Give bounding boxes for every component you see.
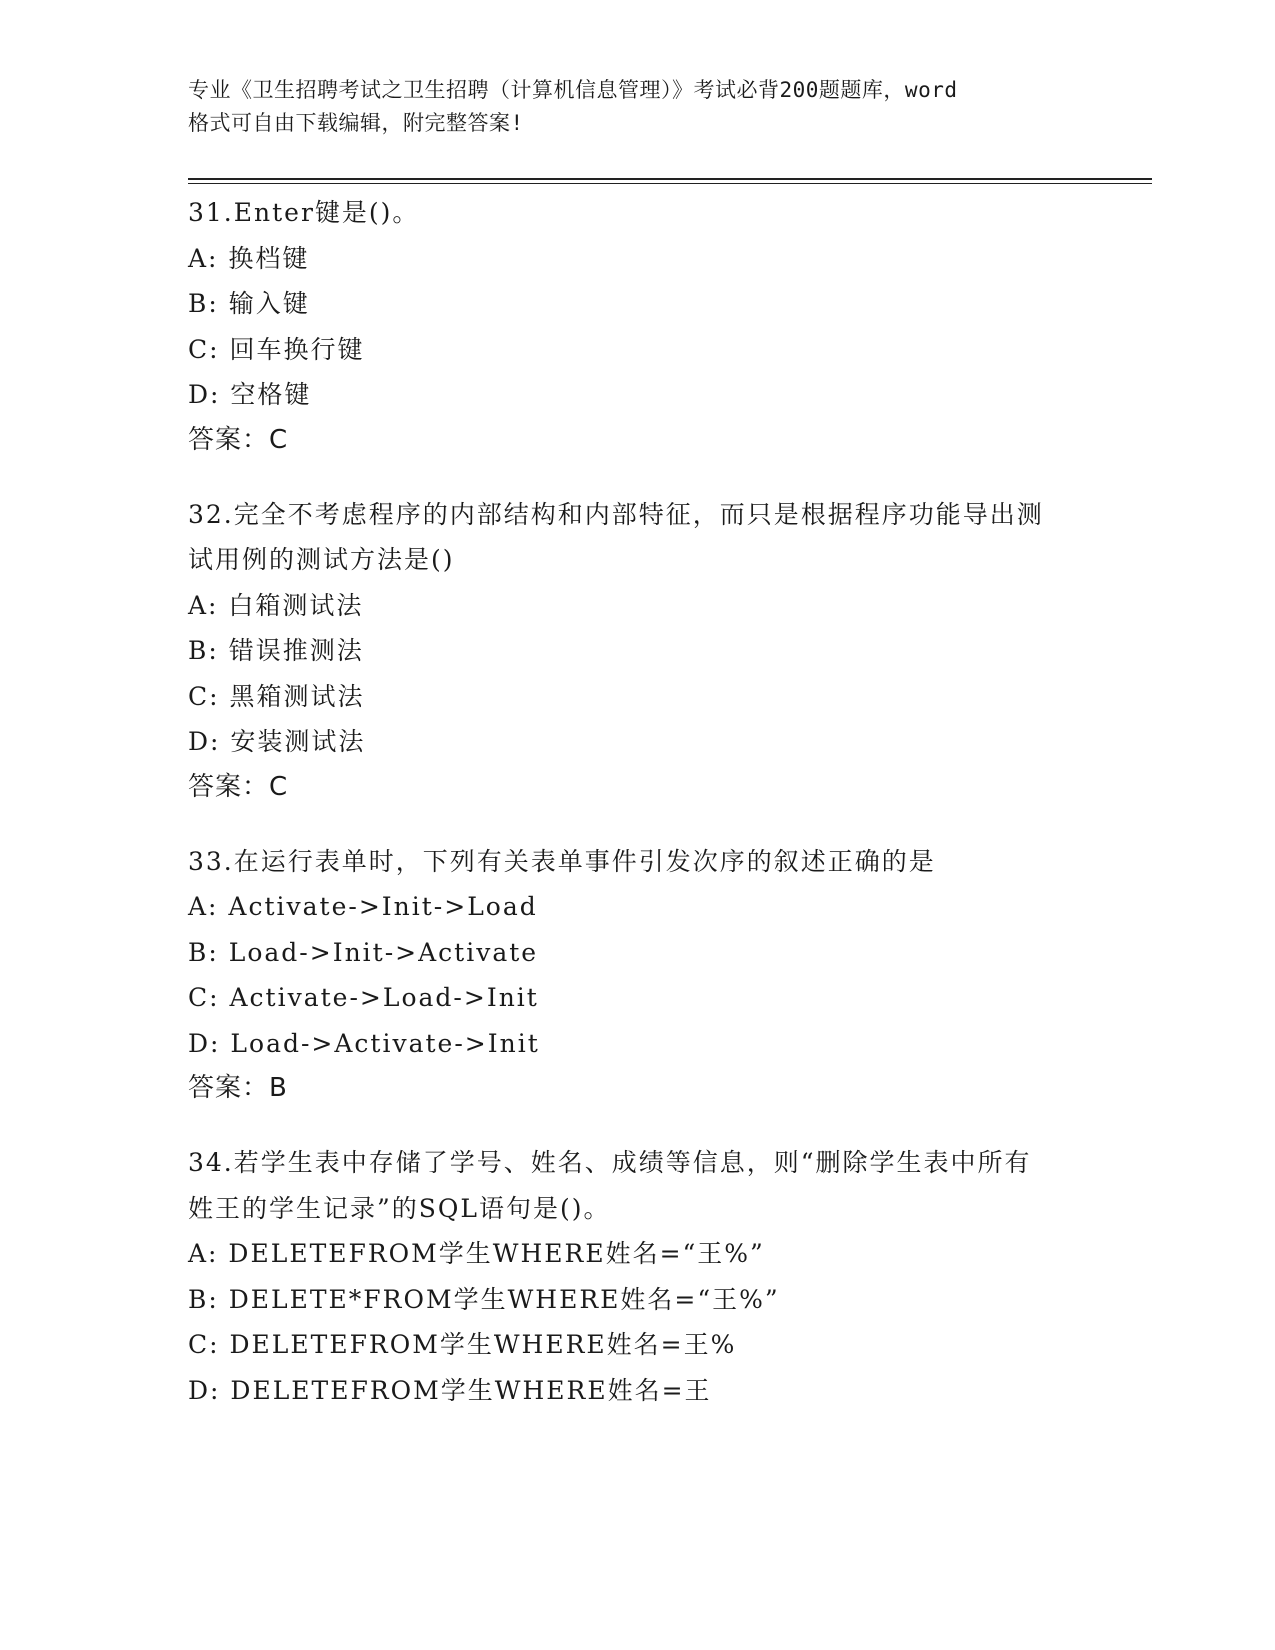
option-b: B: 错误推测法 [188,636,364,665]
question-stem: 33.在运行表单时，下列有关表单事件引发次序的叙述正确的是 [188,846,936,876]
question-stem: 31.Enter键是()。 [188,198,420,227]
option-a: A: DELETEFROM学生WHERE姓名=“王%” [188,1239,765,1268]
option-d: D: 空格键 [188,380,312,409]
option-d: D: DELETEFROM学生WHERE姓名=王 [188,1375,712,1405]
header-line-1: 专业《卫生招聘考试之卫生招聘（计算机信息管理）》考试必背200题题库，word [188,78,958,102]
header-divider [188,178,1152,184]
answer-line: 答案：B [188,1073,288,1103]
answer-line: 答案：C [188,771,289,802]
question-31 [188,190,1088,463]
document-header [188,74,1088,140]
option-b: B: DELETE*FROM学生WHERE姓名=“王%” [188,1284,780,1314]
question-33 [188,839,1088,1112]
question-34 [188,1140,1088,1413]
question-stem: 34.若学生表中存储了学号、姓名、成绩等信息，则“删除学生表中所有姓王的学生记录”的SQL语句是()。 [188,1148,1032,1223]
answer-line: 答案：C [188,424,289,455]
option-a: A: 换档键 [188,243,310,273]
option-c: C: DELETEFROM学生WHERE姓名=王% [188,1330,737,1359]
question-32 [188,492,1088,810]
option-a: A: 白箱测试法 [188,590,364,620]
option-c: C: Activate->Load->Init [188,983,539,1012]
header-line-2: 格式可自由下载编辑，附完整答案! [188,111,524,135]
option-d: D: 安装测试法 [188,727,366,756]
question-stem: 32.完全不考虑程序的内部结构和内部特征，而只是根据程序功能导出测试用例的测试方法是() [188,499,1044,574]
question-list [188,190,1088,1442]
option-b: B: Load->Init->Activate [188,937,539,967]
option-b: B: 输入键 [188,289,310,318]
option-a: A: Activate->Init->Load [188,892,538,921]
option-c: C: 回车换行键 [188,334,365,364]
option-c: C: 黑箱测试法 [188,681,365,711]
option-d: D: Load->Activate->Init [188,1028,540,1058]
